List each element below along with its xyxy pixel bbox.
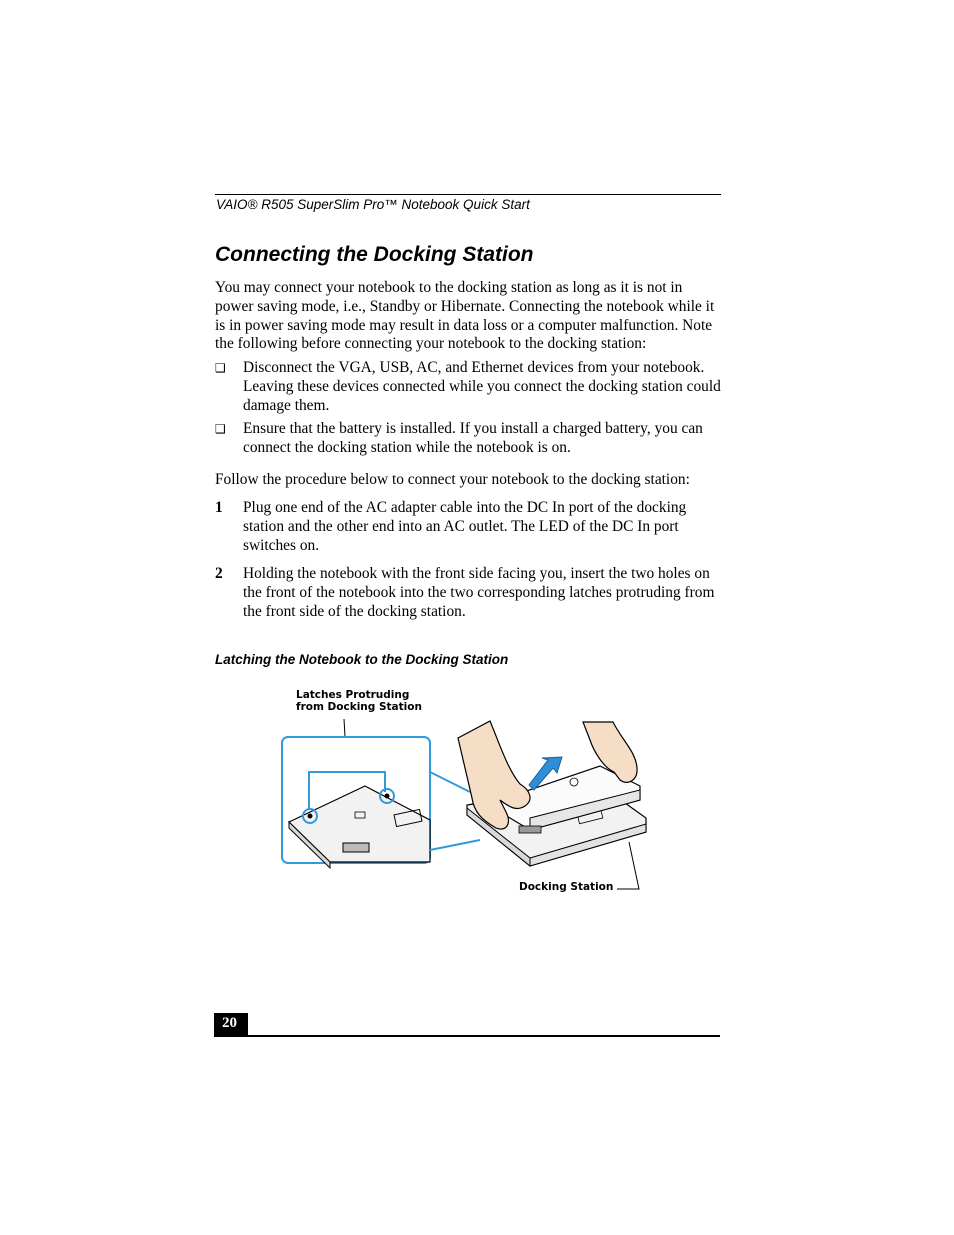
step-number: 1 bbox=[215, 499, 223, 516]
figure-caption: Latching the Notebook to the Docking Station bbox=[215, 652, 509, 667]
bullet-text: Disconnect the VGA, USB, AC, and Ethernet devices from your notebook. Leaving these devices connected while you connect the docking station could damage them. bbox=[243, 359, 721, 414]
latches-callout-line-1: Latches Protruding bbox=[296, 689, 410, 701]
footer-rule bbox=[214, 1035, 720, 1037]
step-text: Plug one end of the AC adapter cable into the DC In port of the docking station and the other end into an AC outlet. The LED of the DC In port switches on. bbox=[243, 499, 687, 554]
latches-callout-line-2: from Docking Station bbox=[296, 701, 422, 713]
docking-station-callout: Docking Station bbox=[519, 881, 614, 893]
procedure-intro: Follow the procedure below to connect your notebook to the docking station: bbox=[215, 471, 690, 488]
inset-detail bbox=[282, 737, 430, 868]
zoom-connector bbox=[430, 772, 470, 792]
checkbox-bullet-icon: ❑ bbox=[215, 361, 226, 375]
zoom-connector bbox=[430, 840, 480, 850]
bullet-text: Ensure that the battery is installed. If you install a charged battery, you can connect the docking station while the notebook is on. bbox=[243, 420, 703, 456]
step-text: Holding the notebook with the front side facing you, insert the two holes on the front of the notebook into the two corresponding latches protruding from the front side of the docking station. bbox=[243, 565, 715, 620]
running-header: VAIO® R505 SuperSlim Pro™ Notebook Quick Start bbox=[216, 197, 530, 212]
docking-station-leader-line bbox=[617, 842, 639, 889]
page-number: 20 bbox=[222, 1015, 237, 1031]
checkbox-bullet-icon: ❑ bbox=[215, 422, 226, 436]
section-title: Connecting the Docking Station bbox=[215, 243, 534, 266]
step-number: 2 bbox=[215, 565, 223, 582]
intro-paragraph: You may connect your notebook to the docking station as long as it is not in power saving mode, i.e., Standby or Hibernate. Connecting the notebook while it is in power saving mode may result in data loss or a computer malfunction. Note the following before connecting your notebook to the docking station: bbox=[215, 279, 715, 353]
